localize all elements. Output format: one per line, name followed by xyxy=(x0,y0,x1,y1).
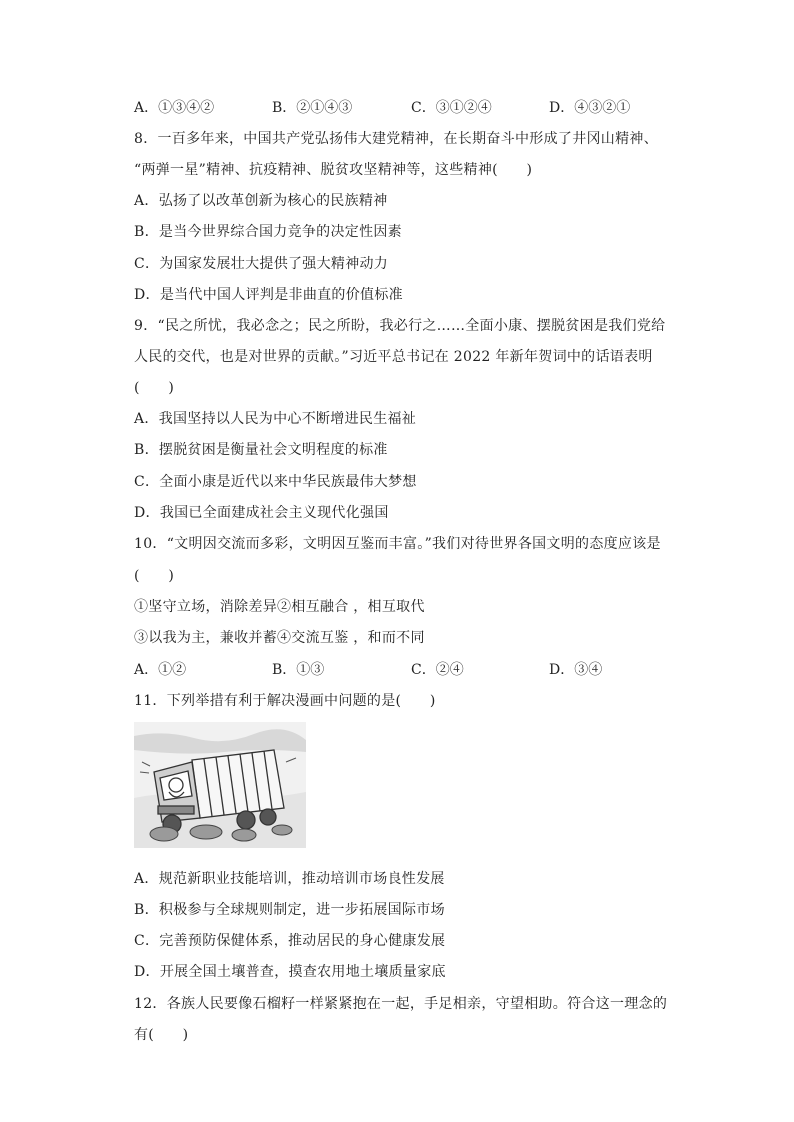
q9-stem-line: 9．“民之所忧，我必念之；民之所盼，我必行之……全面小康、摆脱贫困是我们党给 xyxy=(134,318,666,334)
q11-option-a: A．规范新职业技能培训，推动培训市场良性发展 xyxy=(134,871,445,887)
q9-option-c: C．全面小康是近代以来中华民族最伟大梦想 xyxy=(134,474,417,490)
q8-option-b: B．是当今世界综合国力竞争的决定性因素 xyxy=(134,224,402,240)
q7-option-a: A．①③④② xyxy=(134,100,215,116)
q8-option-c: C．为国家发展壮大提供了强大精神动力 xyxy=(134,256,389,272)
q10-option-a: A．①② xyxy=(134,662,187,678)
q9-stem-line: ( ) xyxy=(134,380,175,396)
q10-option-b: B．①③ xyxy=(272,662,325,678)
q9-option-d: D．我国已全面建成社会主义现代化强国 xyxy=(134,505,389,521)
q10-statement: ①坚守立场，消除差异②相互融合 ，相互取代 xyxy=(134,599,425,615)
q7-option-c: C．③①②④ xyxy=(411,100,492,116)
q9-option-a: A．我国坚持以人民为中心不断增进民生福祉 xyxy=(134,411,417,427)
q8-stem-line: “两弹一星”精神、抗疫精神、脱贫攻坚精神等，这些精神( ) xyxy=(134,162,533,178)
q11-stem: 11．下列举措有利于解决漫画中问题的是( ) xyxy=(134,693,436,709)
q9-stem-line: 人民的交代，也是对世界的贡献。”习近平总书记在 2022 年新年贺词中的话语表明 xyxy=(134,349,653,365)
q12-stem-line: 有( ) xyxy=(134,1027,189,1043)
q10-option-d: D．③④ xyxy=(549,662,603,678)
q10-statement: ③以我为主，兼收并蓄④交流互鉴 ，和而不同 xyxy=(134,630,425,646)
q12-stem-line: 12．各族人民要像石榴籽一样紧紧抱在一起，手足相亲，守望相助。符合这一理念的 xyxy=(134,996,668,1012)
q11-option-b: B．积极参与全球规则制定，进一步拓展国际市场 xyxy=(134,902,445,918)
q11-option-d: D．开展全国土壤普查，摸查农用地土壤质量家底 xyxy=(134,964,446,980)
q7-option-d: D．④③②① xyxy=(549,100,631,116)
q10-option-c: C．②④ xyxy=(411,662,464,678)
q9-option-b: B．摆脱贫困是衡量社会文明程度的标准 xyxy=(134,442,388,458)
q10-stem-line: ( ) xyxy=(134,568,175,584)
q8-stem-line: 8．一百多年来，中国共产党弘扬伟大建党精神，在长期奋斗中形成了井冈山精神、 xyxy=(134,131,659,147)
q8-option-d: D．是当代中国人评判是非曲直的价值标准 xyxy=(134,287,403,303)
q10-stem-line: 10．“文明因交流而多彩，文明因互鉴而丰富。”我们对待世界各国文明的态度应该是 xyxy=(134,536,661,552)
q11-option-c: C．完善预防保健体系，推动居民的身心健康发展 xyxy=(134,933,446,949)
cartoon-truck-illustration xyxy=(134,722,306,848)
q8-option-a: A．弘扬了以改革创新为核心的民族精神 xyxy=(134,193,388,209)
q7-option-b: B．②①④③ xyxy=(272,100,353,116)
